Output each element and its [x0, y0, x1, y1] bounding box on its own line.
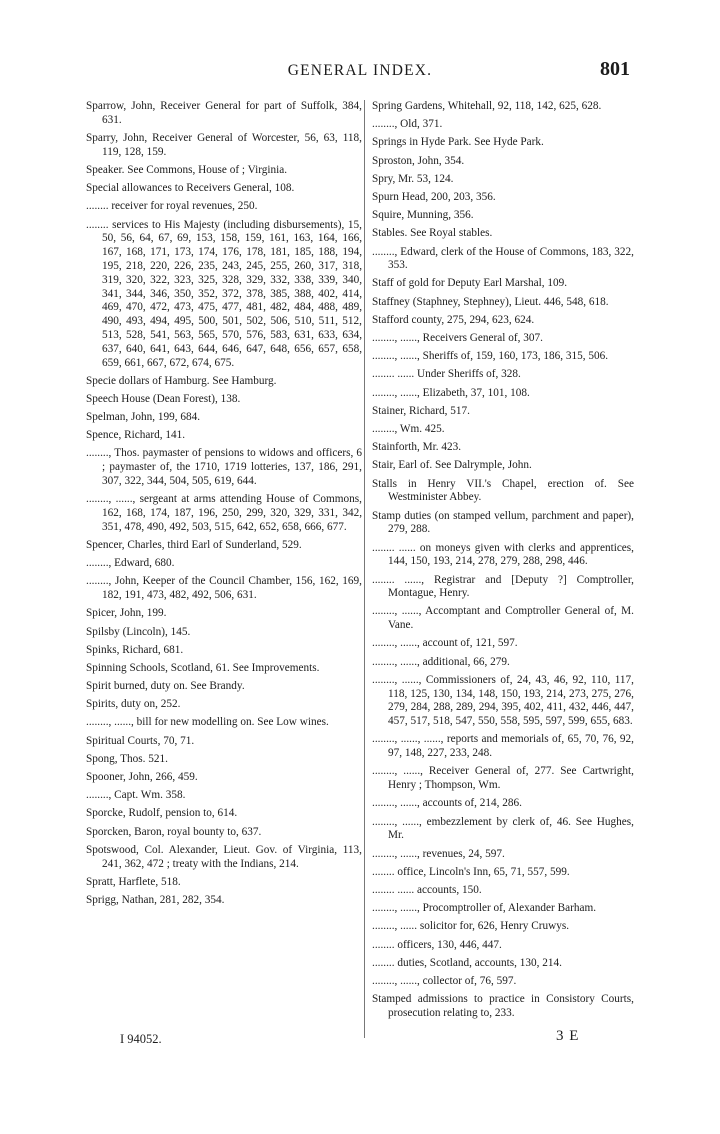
index-entry: Specie dollars of Hamburg. See Hamburg.: [86, 374, 277, 387]
index-entry: ........, ......, bill for new modelling on. See Low wines.: [86, 716, 329, 729]
index-entry: Sproston, John, 354.: [372, 154, 465, 167]
index-entry: Stamped admissions to practice in Consistory Courts, prosecution relating to, 233.: [372, 993, 634, 1019]
index-entry: ........, ......, additional, 66, 279.: [372, 655, 510, 668]
index-entry: ........, Capt. Wm. 358.: [86, 789, 186, 802]
index-entry: Sporcken, Baron, royal bounty to, 637.: [86, 825, 262, 838]
printer-signature: I 94052.: [120, 1032, 162, 1046]
index-entry: Spong, Thos. 521.: [86, 752, 168, 765]
index-entry: ........ ...... Under Sheriffs of, 328.: [372, 368, 521, 381]
page-number: 801: [600, 58, 630, 80]
index-entry: ........, John, Keeper of the Council Chamber, 156, 162, 169, 182, 191, 473, 482, 492, 506, 631.: [86, 575, 362, 602]
index-entry: Spooner, John, 266, 459.: [86, 771, 198, 784]
index-entry: ........, ......, Elizabeth, 37, 101, 108.: [372, 386, 530, 399]
index-entry: Spencer, Charles, third Earl of Sunderland, 529.: [86, 539, 302, 551]
index-entry: ........ ...... on moneys given with clerks and apprentices, 144, 150, 193, 214, 278, 279, 288, 298, 446.: [372, 541, 634, 568]
index-entry: ........, ......, account of, 121, 597.: [372, 637, 518, 650]
index-entry: ........, Edward, clerk of the House of Commons, 183, 322, 353.: [372, 245, 634, 272]
index-entry: ........ officers, 130, 446, 447.: [372, 938, 502, 951]
index-entry: Staffney (Staphney, Stephney), Lieut. 446, 548, 618.: [372, 295, 609, 308]
index-entry: ........ duties, Scotland, accounts, 130, 214.: [372, 956, 562, 969]
index-entry: Sparry, John, Receiver General of Worcester, 56, 63, 118, 119, 128, 159.: [86, 131, 362, 158]
index-entry: Speaker. See Commons, House of ; Virginia.: [86, 163, 288, 176]
index-entry: Sprigg, Nathan, 281, 282, 354.: [86, 893, 225, 906]
index-entry: Sparrow, John, Receiver General for part of Suffolk, 384, 631.: [86, 100, 362, 126]
index-entry: Spry, Mr. 53, 124.: [372, 172, 454, 185]
index-entry: Spinning Schools, Scotland, 61. See Improvements.: [86, 661, 320, 674]
index-entry: Spring Gardens, Whitehall, 92, 118, 142, 625, 628.: [372, 100, 602, 112]
index-entry: ........, ......, Procomptroller of, Alexander Barham.: [372, 902, 597, 915]
index-entry: ........, ......, embezzlement by clerk of, 46. See Hughes, Mr.: [372, 815, 634, 842]
index-entry: Spicer, John, 199.: [86, 607, 167, 620]
index-entry: Springs in Hyde Park. See Hyde Park.: [372, 136, 544, 149]
index-entry: ........, Wm. 425.: [372, 422, 445, 435]
index-entry: ........, ......, revenues, 24, 597.: [372, 847, 505, 860]
index-entry: Sporcke, Rudolf, pension to, 614.: [86, 807, 238, 820]
index-entry: ........ ......, Registrar and [Deputy ?] Comptroller, Montague, Henry.: [372, 573, 634, 600]
index-entry: Spilsby (Lincoln), 145.: [86, 625, 191, 638]
index-entry: Stainforth, Mr. 423.: [372, 441, 462, 454]
index-entry: Stamp duties (on stamped vellum, parchment and paper), 279, 288.: [372, 509, 634, 536]
index-entry: Spence, Richard, 141.: [86, 429, 186, 442]
index-entry: ........ receiver for royal revenues, 250.: [86, 200, 258, 213]
index-entry: ........, ...... solicitor for, 626, Henry Cruwys.: [372, 920, 570, 933]
index-entry: Spiritual Courts, 70, 71.: [86, 734, 195, 747]
index-entry: Spirit burned, duty on. See Brandy.: [86, 680, 245, 693]
index-entry: ........ services to His Majesty (including disbursements), 15, 50, 56, 64, 67, 69, 153, 158, 159, 161, 163, 164, 166, 167, 168, 171, 173, 174, 176, 178, 181, 185, 188, 194, 195, 218, 220, 226, 235, 243, 245, 255, 260, 317, 318, 319, 320, 322, 323, 325, 328, 329, 332, 338, 339, 340, 341, 344, 346, 350, 352, 372, 378, 385, 388, 402, 414, 469, 470, 472, 473, 475, 477, 481, 482, 484, 488, 489, 490, 493, 494, 495, 500, 501, 502, 506, 510, 511, 512, 513, 528, 541, 563, 565, 570, 576, 583, 631, 633, 634, 637, 640, 641, 643, 644, 646, 647, 648, 656, 657, 658, 659, 661, 667, 672, 674, 675.: [86, 218, 362, 369]
index-entry: Staff of gold for Deputy Earl Marshal, 109.: [372, 277, 568, 290]
running-header-title: GENERAL INDEX.: [287, 62, 433, 79]
index-column-left: [86, 100, 362, 912]
index-entry: ........, Old, 371.: [372, 118, 443, 131]
index-entry: ........, ......, Commissioners of, 24, 43, 46, 92, 110, 117, 118, 125, 130, 134, 148, 150, 193, 214, 273, 275, 276, 279, 284, 288, 289, 294, 395, 402, 411, 432, 446, 447, 457, 517, 518, 547, 550, 558, 595, 597, 599, 655, 683.: [372, 673, 634, 728]
index-entry: Spratt, Harflete, 518.: [86, 875, 181, 888]
index-entry: ........, ......, Sheriffs of, 159, 160, 173, 186, 315, 506.: [372, 350, 609, 363]
index-entry: Stair, Earl of. See Dalrymple, John.: [372, 459, 532, 472]
index-entry: ........, ......, collector of, 76, 597.: [372, 974, 517, 987]
index-entry: Stables. See Royal stables.: [372, 227, 493, 240]
gathering-signature: 3 E: [556, 1028, 580, 1044]
index-entry: ........ ...... accounts, 150.: [372, 883, 482, 896]
index-entry: ........, Edward, 680.: [86, 557, 175, 570]
index-entry: Stafford county, 275, 294, 623, 624.: [372, 313, 535, 326]
index-entry: Spelman, John, 199, 684.: [86, 411, 201, 424]
index-entry: Squire, Munning, 356.: [372, 209, 474, 222]
index-entry: Spotswood, Col. Alexander, Lieut. Gov. of Virginia, 113, 241, 362, 472 ; treaty with the Indians, 214.: [86, 843, 362, 870]
index-entry: ........, ......, sergeant at arms attending House of Commons, 162, 168, 174, 187, 196, 250, 299, 320, 329, 331, 342, 351, 478, 490, 492, 503, 515, 642, 652, 658, 666, 677.: [86, 493, 362, 533]
index-entry: Spirits, duty on, 252.: [86, 698, 181, 711]
column-divider: [364, 100, 365, 1038]
index-entry: ........, ......, Receiver General of, 277. See Cartwright, Henry ; Thompson, Wm.: [372, 765, 634, 792]
index-column-right: [372, 100, 634, 1025]
index-entry: Stalls in Henry VII.'s Chapel, erection of. See Westminister Abbey.: [372, 477, 634, 504]
index-entry: Stainer, Richard, 517.: [372, 404, 470, 417]
index-entry: ........, ......, Receivers General of, 307.: [372, 332, 543, 345]
index-entry: ........, ......, Accomptant and Comptroller General of, M. Vane.: [372, 605, 634, 632]
index-entry: ........, ......, accounts of, 214, 286.: [372, 797, 522, 810]
index-entry: ........, ......, ......, reports and memorials of, 65, 70, 76, 92, 97, 148, 227, 233, 248.: [372, 733, 634, 760]
index-entry: Special allowances to Receivers General, 108.: [86, 182, 295, 195]
index-entry: Spinks, Richard, 681.: [86, 643, 184, 656]
index-entry: Spurn Head, 200, 203, 356.: [372, 190, 496, 203]
index-entry: ........ office, Lincoln's Inn, 65, 71, 557, 599.: [372, 865, 570, 878]
index-entry: Speech House (Dean Forest), 138.: [86, 392, 241, 405]
index-entry: ........, Thos. paymaster of pensions to widows and officers, 6 ; paymaster of, the 1710, 1719 lotteries, 137, 186, 291, 307, 322, 344, 504, 505, 619, 644.: [86, 447, 362, 488]
